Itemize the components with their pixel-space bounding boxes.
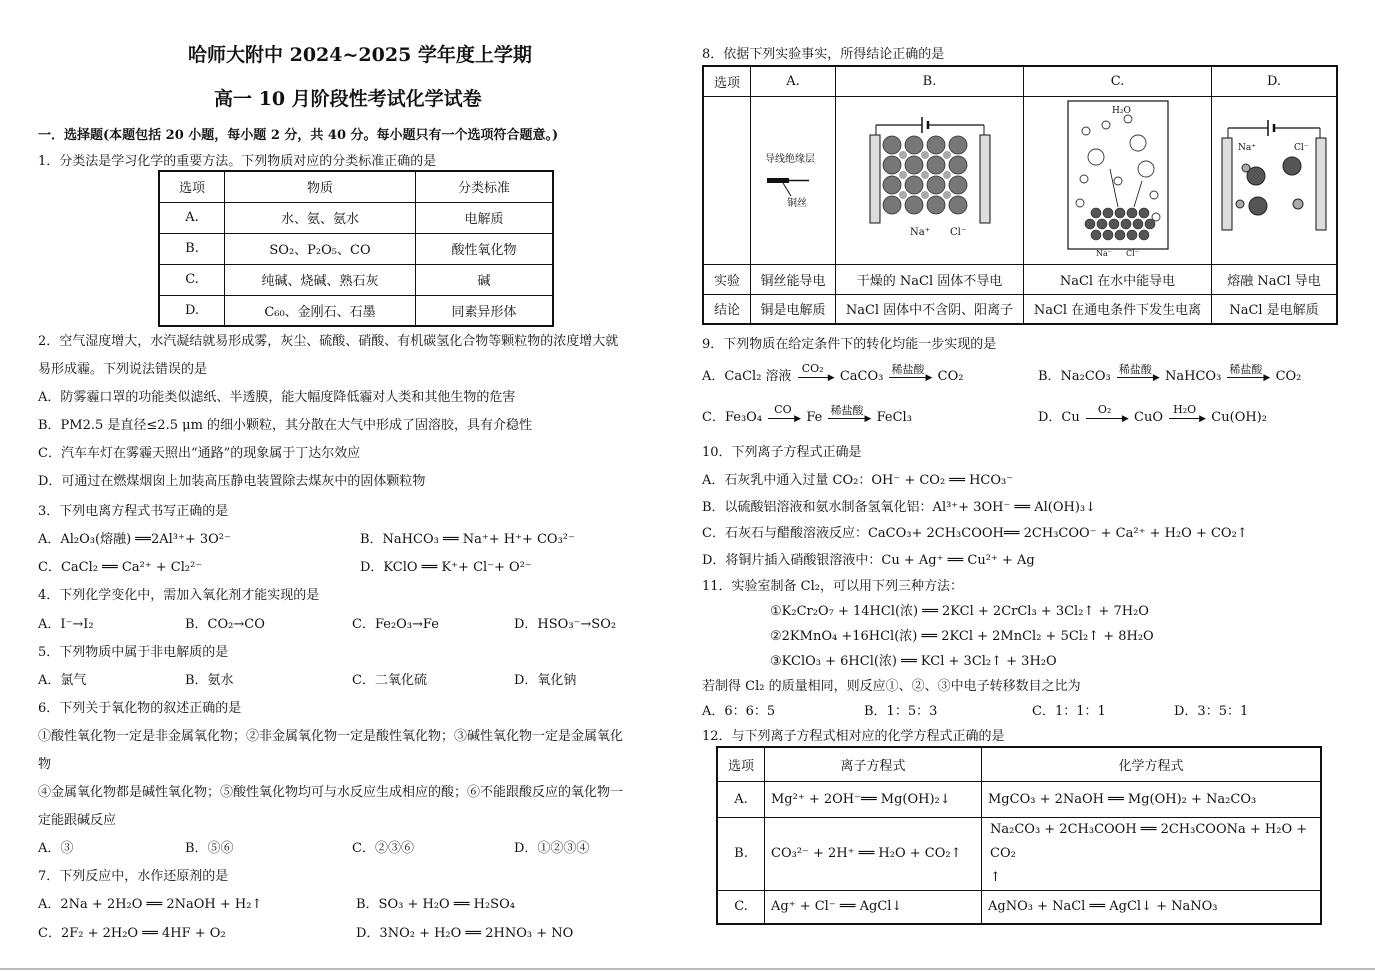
question-6-statement-line: 定能跟碱反应 bbox=[38, 813, 117, 828]
reaction-arrow: 稀盐酸 ▶ bbox=[1229, 362, 1271, 383]
table-cell: 干燥的 NaCl 固体不导电 bbox=[836, 264, 1024, 294]
question-8-stem: 8．依据下列实验事实，所得结论正确的是 bbox=[702, 47, 945, 62]
chemical-equation-line: Na₂CO₃ + 2CH₃COOH ══ 2CH₃COONa + H₂O + CO₂ bbox=[990, 821, 1308, 861]
intermediate: NaHCO₃ bbox=[1165, 369, 1222, 384]
question-9-option-c bbox=[702, 402, 912, 425]
header-cell: 选项 bbox=[159, 171, 225, 202]
label-cl-ion: Cl⁻ bbox=[1294, 143, 1309, 153]
question-6-stem: 6．下列关于氧化物的叙述正确的是 bbox=[38, 701, 242, 716]
header-cell: 分类标准 bbox=[416, 171, 554, 202]
reactant: D．Cu bbox=[1038, 410, 1080, 425]
question-11-equation-2: ②2KMnO₄ +16HCl(浓) ══ 2KCl + 2MnCl₂ + 5Cl₂↑ + 8H₂O bbox=[770, 629, 1154, 644]
table-cell: NaCl 在通电条件下发生电离 bbox=[1024, 294, 1212, 324]
question-6-statement-line: ④金属氧化物都是碱性氧化物；⑤酸性氧化物均可与水反应生成相应的酸；⑥不能跟酸反应的氧化物一 bbox=[38, 785, 624, 800]
header-cell: 离子方程式 bbox=[765, 747, 982, 781]
question-9-option-d bbox=[1038, 402, 1267, 425]
question-2-stem-cont: 易形成霾。下列说法错误的是 bbox=[38, 362, 208, 377]
question-11-question: 若制得 Cl₂ 的质量相同，则反应①、②、③中电子转移数目之比为 bbox=[702, 679, 1081, 694]
arrow-condition: 稀盐酸 bbox=[1118, 362, 1152, 376]
label-na-ion: Na⁻ bbox=[1095, 249, 1112, 257]
question-4-stem: 4．下列化学变化中，需加入氧化剂才能实现的是 bbox=[38, 588, 320, 603]
table-cell: 酸性氧化物 bbox=[416, 233, 554, 264]
reaction-arrow: 稀盐酸 ▶ bbox=[891, 362, 933, 383]
molten-nacl-figure bbox=[1216, 118, 1332, 238]
label-cl-ion: Cl⁻ bbox=[1125, 249, 1139, 257]
question-5-option-d: D．氧化钠 bbox=[514, 673, 577, 688]
header-cell: C. bbox=[1024, 66, 1212, 96]
header-cell: 选项 bbox=[717, 747, 765, 781]
copper-wire-figure bbox=[753, 138, 833, 218]
arrow-condition: CO bbox=[774, 402, 792, 416]
question-9-option-b bbox=[1038, 362, 1302, 384]
header-cell: 化学方程式 bbox=[982, 747, 1322, 781]
table-row-conclusion bbox=[703, 294, 1337, 324]
arrow-condition: 稀盐酸 bbox=[891, 362, 925, 376]
question-10-option-a: A．石灰乳中通入过量 CO₂：OH⁻ + CO₂ ══ HCO₃⁻ bbox=[702, 473, 1014, 488]
table-row bbox=[159, 233, 553, 264]
question-1-stem: 1．分类法是学习化学的重要方法。下列物质对应的分类标准正确的是 bbox=[38, 154, 437, 169]
product: CO₂ bbox=[937, 369, 964, 384]
question-10-stem: 10．下列离子方程式正确是 bbox=[702, 445, 862, 460]
table-cell: A. bbox=[717, 781, 765, 817]
table-header-row bbox=[159, 171, 553, 202]
chemical-equation-line-cont: ↑ bbox=[990, 869, 1001, 885]
table-row bbox=[159, 264, 553, 295]
label-copper: 铜丝 bbox=[787, 198, 807, 209]
reaction-arrow: CO ▶ bbox=[766, 411, 802, 425]
table-row bbox=[159, 202, 553, 233]
table-row-experiment bbox=[703, 264, 1337, 294]
intermediate: CaCO₃ bbox=[839, 369, 884, 384]
table-row bbox=[717, 890, 1321, 924]
diagram-dry-nacl bbox=[836, 96, 1024, 264]
label-na-ion: Na⁺ bbox=[909, 227, 930, 238]
reaction-arrow: 稀盐酸 ▶ bbox=[830, 403, 872, 424]
table-cell: C₆₀、金刚石、石墨 bbox=[225, 295, 416, 326]
reactant: B．Na₂CO₃ bbox=[1038, 369, 1111, 384]
question-5-option-c: C．二氧化硫 bbox=[352, 673, 427, 688]
table-cell: SO₂、P₂O₅、CO bbox=[225, 233, 416, 264]
question-4-option-a: A．I⁻→I₂ bbox=[38, 617, 94, 632]
question-11-option-b: B．1：5：3 bbox=[864, 704, 938, 719]
question-4-option-b: B．CO₂→CO bbox=[185, 617, 265, 632]
diagram-row bbox=[703, 96, 1337, 264]
table-cell: 同素异形体 bbox=[416, 295, 554, 326]
question-4-option-d: D．HSO₃⁻→SO₂ bbox=[514, 617, 617, 632]
table-row bbox=[717, 781, 1321, 817]
question-11-equation-3: ③KClO₃ + 6HCl(浓) ══ KCl + 3Cl₂↑ + 3H₂O bbox=[770, 654, 1057, 669]
table-cell: 铜丝能导电 bbox=[751, 264, 836, 294]
question-11-option-d: D．3：5：1 bbox=[1174, 704, 1249, 719]
exam-title-subject: 高一 10 月阶段性考试化学试卷 bbox=[214, 88, 482, 110]
question-2-option-b: B．PM2.5 是直径≤2.5 μm 的细小颗粒，其分散在大气中形成了固溶胶，具有介稳性 bbox=[38, 418, 533, 433]
table-cell: NaCl 在水中能导电 bbox=[1024, 264, 1212, 294]
question-11-option-c: C．1：1：1 bbox=[1032, 704, 1106, 719]
question-12-table bbox=[716, 746, 1322, 925]
reaction-arrow: CO₂ ▶ bbox=[796, 370, 836, 384]
diagram-copper-wire bbox=[751, 96, 836, 264]
question-2-stem: 2．空气湿度增大，水汽凝结就易形成雾，灰尘、硫酸、硝酸、有机碳氢化合物等颗粒物的浓度增大就 bbox=[38, 334, 619, 349]
question-12-stem: 12．与下列离子方程式相对应的化学方程式正确的是 bbox=[702, 729, 1005, 744]
reactant: C．Fe₃O₄ bbox=[702, 410, 763, 425]
question-3-stem: 3．下列电离方程式书写正确的是 bbox=[38, 504, 229, 519]
table-cell: MgCO₃ + 2NaOH ══ Mg(OH)₂ + Na₂CO₃ bbox=[982, 781, 1322, 817]
question-10-option-b: B．以硫酸铝溶液和氨水制备氢氧化铝：Al³⁺+ 3OH⁻ ══ Al(OH)₃↓ bbox=[702, 500, 1097, 515]
question-7-option-a: A．2Na + 2H₂O ══ 2NaOH + H₂↑ bbox=[38, 897, 263, 912]
arrow-condition: H₂O bbox=[1173, 402, 1197, 416]
nacl-lattice-figure bbox=[862, 113, 998, 243]
reaction-arrow: 稀盐酸 ▶ bbox=[1118, 362, 1160, 383]
table-row bbox=[717, 817, 1321, 890]
product: Cu(OH)₂ bbox=[1211, 410, 1267, 425]
question-3-option-b: B．NaHCO₃ ══ Na⁺+ H⁺+ CO₃²⁻ bbox=[360, 532, 575, 547]
table-cell: 纯碱、烧碱、熟石灰 bbox=[225, 264, 416, 295]
question-5-stem: 5．下列物质中属于非电解质的是 bbox=[38, 645, 229, 660]
question-11-option-a: A．6：6：5 bbox=[702, 704, 776, 719]
table-cell: 结论 bbox=[703, 294, 751, 324]
header-cell: B. bbox=[836, 66, 1024, 96]
label-cl-ion: Cl⁻ bbox=[949, 227, 966, 238]
table-cell: 水、氨、氨水 bbox=[225, 202, 416, 233]
question-2-option-a: A．防雾霾口罩的功能类似滤纸、半透膜，能大幅度降低霾对人类和其他生物的危害 bbox=[38, 390, 516, 405]
reactant: A．CaCl₂ 溶液 bbox=[702, 369, 792, 384]
header-cell: D. bbox=[1212, 66, 1338, 96]
table-row bbox=[159, 295, 553, 326]
question-6-option-d: D．①②③④ bbox=[514, 841, 590, 856]
question-2-option-d: D．可通过在燃煤烟囱上加装高压静电装置除去煤灰中的固体颗粒物 bbox=[38, 474, 426, 489]
question-4-option-c: C．Fe₂O₃→Fe bbox=[352, 617, 439, 632]
question-6-statement-line: ①酸性氧化物一定是非金属氧化物；②非金属氧化物一定是酸性氧化物；③碱性氧化物一定是金属氧化 bbox=[38, 729, 624, 744]
question-3-option-c: C．CaCl₂ ══ Ca²⁺ + Cl₂²⁻ bbox=[38, 560, 203, 575]
product: CO₂ bbox=[1275, 369, 1302, 384]
table-cell: C. bbox=[717, 890, 765, 924]
table-cell: 实验 bbox=[703, 264, 751, 294]
question-1-table bbox=[158, 170, 554, 327]
label-na-ion: Na⁺ bbox=[1238, 143, 1256, 153]
nacl-dissolving-figure bbox=[1066, 99, 1170, 257]
table-cell: CO₃²⁻ + 2H⁺ ══ H₂O + CO₂↑ bbox=[765, 817, 982, 890]
header-cell: 选项 bbox=[703, 66, 751, 96]
question-6-option-a: A．③ bbox=[38, 841, 74, 856]
question-10-option-c: C．石灰石与醋酸溶液反应：CaCO₃+ 2CH₃COOH══ 2CH₃COO⁻ + Ca²⁺ + H₂O + CO₂↑ bbox=[702, 526, 1248, 541]
intermediate: CuO bbox=[1134, 410, 1164, 425]
table-cell: 铜是电解质 bbox=[751, 294, 836, 324]
table-header-row bbox=[717, 747, 1321, 781]
arrow-condition: 稀盐酸 bbox=[1229, 362, 1263, 376]
table-cell: D. bbox=[159, 295, 225, 326]
table-cell: B. bbox=[159, 233, 225, 264]
arrow-condition: CO₂ bbox=[801, 361, 824, 375]
question-9-stem: 9．下列物质在给定条件下的转化均能一步实现的是 bbox=[702, 337, 997, 352]
intermediate: Fe bbox=[806, 410, 823, 425]
arrow-condition: 稀盐酸 bbox=[830, 403, 864, 417]
table-cell: NaCl 固体中不含阴、阳离子 bbox=[836, 294, 1024, 324]
diagram-molten-nacl bbox=[1212, 96, 1338, 264]
question-7-option-d: D．3NO₂ + H₂O ══ 2HNO₃ + NO bbox=[356, 926, 574, 941]
label-h2o: H₂O bbox=[1111, 106, 1131, 116]
question-7-option-b: B．SO₃ + H₂O ══ H₂SO₄ bbox=[356, 897, 515, 912]
table-cell: A. bbox=[159, 202, 225, 233]
label-insulation: 导线绝缘层 bbox=[765, 154, 815, 165]
table-cell: 碱 bbox=[416, 264, 554, 295]
table-cell: NaCl 是电解质 bbox=[1212, 294, 1338, 324]
question-9-option-a bbox=[702, 361, 964, 384]
page-bottom-divider bbox=[0, 968, 1375, 970]
table-cell: Mg²⁺ + 2OH⁻══ Mg(OH)₂↓ bbox=[765, 781, 982, 817]
question-6-option-b: B．⑤⑥ bbox=[185, 841, 234, 856]
question-3-option-a: A．Al₂O₃(熔融) ══2Al³⁺+ 3O²⁻ bbox=[38, 532, 231, 547]
question-5-option-a: A．氯气 bbox=[38, 673, 87, 688]
exam-title-school: 哈师大附中 2024~2025 学年度上学期 bbox=[188, 44, 532, 66]
header-cell: 物质 bbox=[225, 171, 416, 202]
diagram-nacl-water bbox=[1024, 96, 1212, 264]
arrow-condition: O₂ bbox=[1097, 402, 1112, 416]
table-cell: 电解质 bbox=[416, 202, 554, 233]
question-5-option-b: B．氨水 bbox=[185, 673, 234, 688]
table-cell bbox=[982, 817, 1322, 890]
table-cell: C. bbox=[159, 264, 225, 295]
question-2-option-c: C．汽车车灯在雾霾天照出“通路”的现象属于丁达尔效应 bbox=[38, 446, 361, 461]
question-8-table bbox=[702, 65, 1338, 325]
table-header-row bbox=[703, 66, 1337, 96]
table-cell: Ag⁺ + Cl⁻ ══ AgCl↓ bbox=[765, 890, 982, 924]
product: FeCl₃ bbox=[876, 410, 912, 425]
question-11-equation-1: ①K₂Cr₂O₇ + 14HCl(浓) ══ 2KCl + 2CrCl₃ + 3Cl₂↑ + 7H₂O bbox=[770, 604, 1149, 619]
question-10-option-d: D．将铜片插入硝酸银溶液中：Cu + Ag⁺ ══ Cu²⁺ + Ag bbox=[702, 553, 1035, 568]
reaction-arrow: H₂O ▶ bbox=[1167, 411, 1207, 425]
question-6-option-c: C．②③⑥ bbox=[352, 841, 414, 856]
question-6-statement-line: 物 bbox=[38, 757, 52, 772]
header-cell: A. bbox=[751, 66, 836, 96]
question-7-option-c: C．2F₂ + 2H₂O ══ 4HF + O₂ bbox=[38, 926, 226, 941]
question-7-stem: 7．下列反应中，水作还原剂的是 bbox=[38, 869, 229, 884]
question-3-option-d: D．KClO ══ K⁺+ Cl⁻+ O²⁻ bbox=[360, 560, 532, 575]
table-cell: AgNO₃ + NaCl ══ AgCl↓ + NaNO₃ bbox=[982, 890, 1322, 924]
table-cell bbox=[703, 96, 751, 264]
table-cell: B. bbox=[717, 817, 765, 890]
question-11-stem: 11．实验室制备 Cl₂，可以用下列三种方法： bbox=[702, 579, 963, 594]
table-cell: 熔融 NaCl 导电 bbox=[1212, 264, 1338, 294]
section-heading: 一．选择题(本题包括 20 小题，每小题 2 分，共 40 分。每小题只有一个选项符合题意。) bbox=[38, 128, 559, 143]
reaction-arrow: O₂ ▶ bbox=[1084, 411, 1130, 425]
